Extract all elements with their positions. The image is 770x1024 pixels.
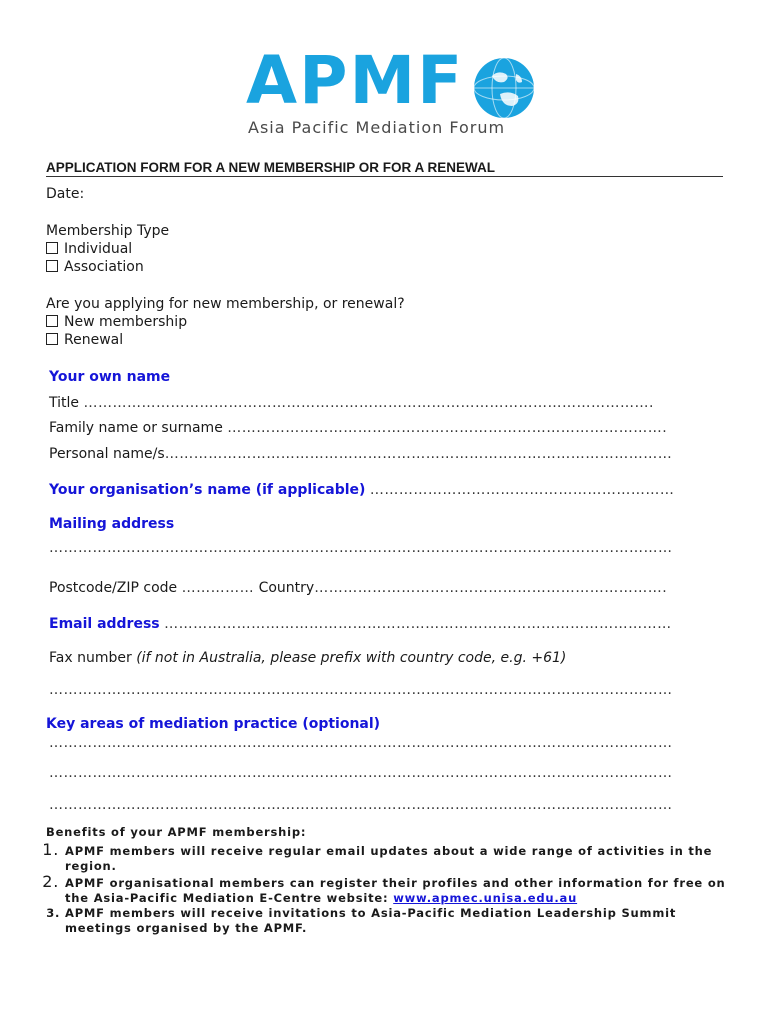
fax-field[interactable]: ………………………………………………………………………………………………………………… (49, 682, 673, 698)
option-association[interactable]: Association (46, 259, 144, 275)
mediation-line-3[interactable]: ………………………………………………………………………………………………………………… (49, 797, 673, 813)
logo-subtitle: Asia Pacific Mediation Forum (248, 118, 506, 137)
mediation-heading: Key areas of mediation practice (optional) (46, 716, 381, 732)
date-label: Date: (46, 186, 85, 202)
family-name-field[interactable]: Family name or surname ………………………………………………………………………………. (49, 420, 668, 436)
application-question: Are you applying for new membership, or renewal? (46, 296, 405, 312)
globe-icon (472, 56, 536, 120)
checkbox-new-membership[interactable] (46, 315, 58, 327)
email-field[interactable]: Email address …………………………………………………………………………………………… (49, 616, 672, 632)
apmec-link[interactable]: www.apmec.unisa.edu.au (393, 891, 578, 905)
checkbox-association[interactable] (46, 260, 58, 272)
option-new-membership[interactable]: New membership (46, 314, 187, 330)
postcode-country-field[interactable]: Postcode/ZIP code …………… Country………………………………………………………………. (49, 580, 668, 596)
personal-name-field[interactable]: Personal name/s…………………………………………………………………………………………… (49, 446, 673, 462)
option-individual[interactable]: Individual (46, 241, 132, 257)
mediation-line-2[interactable]: ………………………………………………………………………………………………………………… (49, 765, 673, 781)
mailing-address-field[interactable]: ………………………………………………………………………………………………………………… (49, 540, 673, 556)
benefit-item-3: 3. APMF members will receive invitations to Asia-Pacific Mediation Leadership Summit meetings organised by the APMF. (65, 906, 726, 936)
benefits-section (46, 825, 726, 936)
own-name-heading: Your own name (49, 369, 171, 385)
checkbox-renewal[interactable] (46, 333, 58, 345)
benefit-item-2: 2. APMF organisational members can register their profiles and other information for free on the Asia-Pacific Mediation E-Centre website: www.apmec.unisa.edu.au (65, 874, 726, 906)
form-title: APPLICATION FORM FOR A NEW MEMBERSHIP OR FOR A RENEWAL (46, 160, 723, 177)
title-field[interactable]: Title ………………………………………………………………………………………………………. (49, 395, 654, 411)
organisation-field[interactable]: Your organisation’s name (if applicable) ……………………………………………………… (49, 482, 675, 498)
benefits-heading: Benefits of your APMF membership: (46, 825, 307, 839)
checkbox-individual[interactable] (46, 242, 58, 254)
benefit-item-1: 1. APMF members will receive regular email updates about a wide range of activities in the region. (65, 842, 726, 874)
mediation-line-1[interactable]: ………………………………………………………………………………………………………………… (49, 735, 673, 751)
option-renewal[interactable]: Renewal (46, 332, 123, 348)
fax-label: Fax number (if not in Australia, please prefix with country code, e.g. +61) (49, 650, 567, 666)
logo-wordmark: APMF (246, 42, 465, 119)
mailing-heading: Mailing address (49, 516, 175, 532)
membership-type-label: Membership Type (46, 223, 170, 239)
